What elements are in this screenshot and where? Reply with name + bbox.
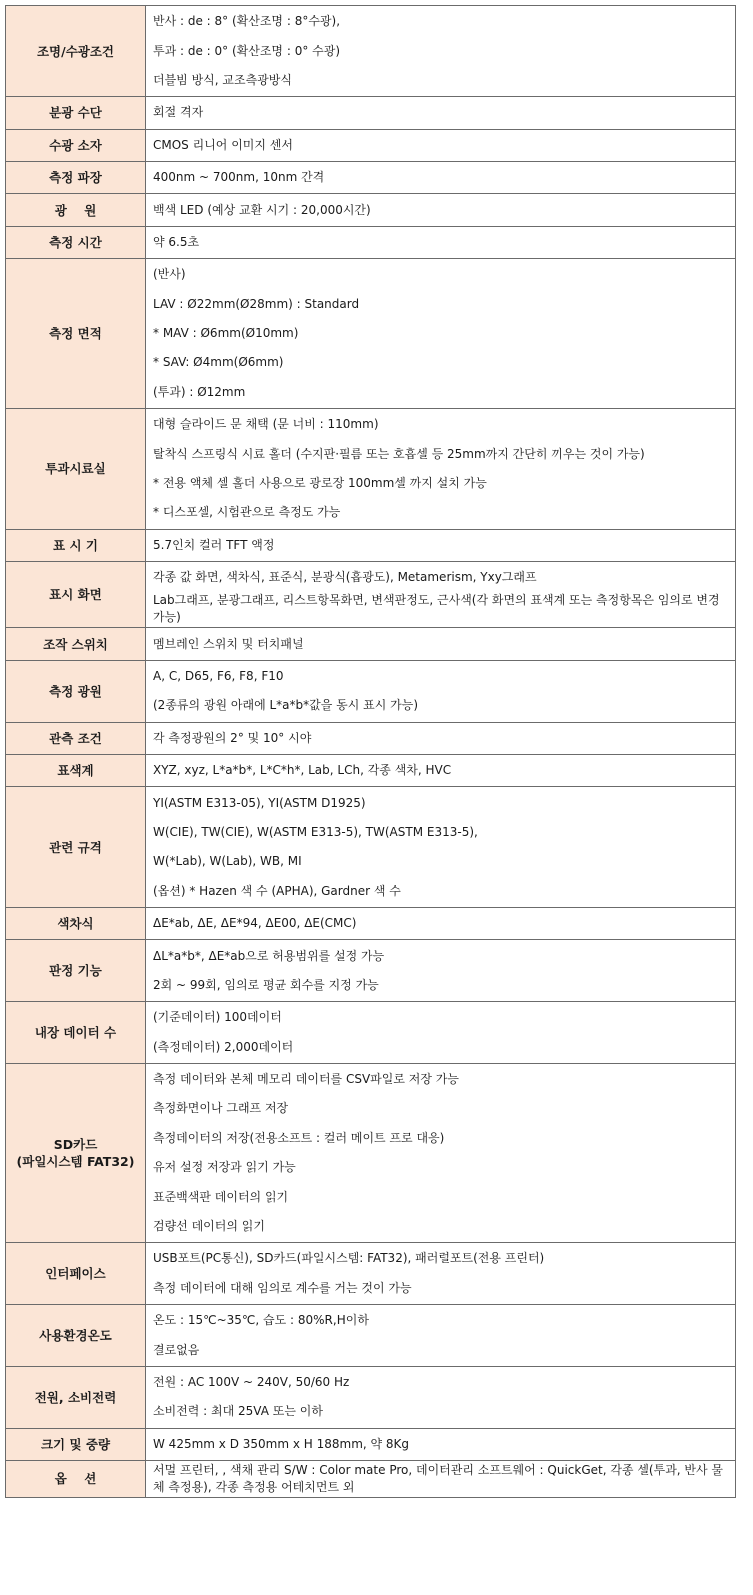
spec-value-line-wrap (153, 195, 729, 224)
spec-label: 투과시료실 (6, 409, 146, 530)
spec-label: SD카드 (파일시스템 FAT32) (6, 1063, 146, 1242)
spec-value-line-wrap (153, 724, 729, 753)
spec-value-line: 약 6.5초 (153, 234, 200, 249)
spec-value-line: 대형 슬라이드 문 채택 (문 너비 : 110mm) (153, 417, 379, 432)
spec-value-line-wrap (153, 847, 729, 876)
spec-value-line-wrap (153, 228, 729, 257)
spec-row (6, 754, 736, 786)
spec-value-line: 서멀 프린터, , 색채 관리 S/W : Color mate Pro, 데이터관리 소프트웨어 : QuickGet, 각종 셀(투과, 반사 물체 측정용), 각종 측정용 어테치먼트 외 (153, 1462, 724, 1494)
spec-value-line-wrap (153, 1462, 729, 1496)
spec-value-line-wrap (153, 348, 729, 377)
spec-label: 관련 규격 (6, 787, 146, 908)
spec-row (6, 529, 736, 561)
spec-value-line-wrap (153, 131, 729, 160)
spec-value-line-wrap (153, 1003, 729, 1032)
spec-value-line: 측정화면이나 그래프 저장 (153, 1101, 289, 1116)
spec-label: 측정 광원 (6, 660, 146, 722)
spec-value-line-wrap (153, 378, 729, 407)
spec-value-line-wrap (153, 563, 729, 592)
spec-value (146, 1002, 736, 1064)
spec-value (146, 226, 736, 258)
spec-label: 크기 및 중량 (6, 1428, 146, 1460)
spec-label: 분광 수단 (6, 97, 146, 129)
spec-value-line-wrap (153, 788, 729, 817)
spec-label: 옵 션 (6, 1460, 146, 1497)
spec-value (146, 1366, 736, 1428)
spec-label: 측정 시간 (6, 226, 146, 258)
spec-label: 광 원 (6, 194, 146, 226)
spec-value-line: 각종 값 화면, 색차식, 표준식, 분광식(흡광도), Metamerism, Yxy그래프 (153, 570, 537, 585)
spec-value-line: 측정데이터의 저장(전용소프트 : 컬러 메이트 프로 대응) (153, 1130, 445, 1145)
spec-row (6, 161, 736, 193)
spec-row (6, 1460, 736, 1497)
spec-value-line: CMOS 리니어 이미지 센서 (153, 137, 293, 152)
spec-value-line-wrap (153, 691, 729, 720)
spec-value-line: 유저 설정 저장과 읽기 가능 (153, 1160, 296, 1175)
spec-value (146, 940, 736, 1002)
spec-value-line: 전원 : AC 100V ~ 240V, 50/60 Hz (153, 1374, 350, 1389)
spec-value-line-wrap (153, 1094, 729, 1123)
spec-value-line: ΔE*ab, ΔE, ΔE*94, ΔE00, ΔE(CMC) (153, 916, 357, 931)
spec-value-line: (기준데이터) 100데이터 (153, 1010, 282, 1025)
spec-value-line: * SAV: Ø4mm(Ø6mm) (153, 355, 284, 370)
spec-value-line: 결로없음 (153, 1342, 200, 1357)
spec-value-line: 백색 LED (예상 교환 시기 : 20,000시간) (153, 202, 371, 217)
spec-label: 전원, 소비전력 (6, 1366, 146, 1428)
spec-value-line-wrap (153, 163, 729, 192)
spec-value (146, 562, 736, 628)
spec-value-line-wrap (153, 1430, 729, 1459)
spec-value-line-wrap (153, 1274, 729, 1303)
spec-value-line: ΔL*a*b*, ΔE*ab으로 허용범위를 설정 가능 (153, 948, 385, 963)
spec-row (6, 6, 736, 97)
spec-value-line: (반사) (153, 267, 186, 282)
spec-value-line: * 디스포셀, 시험관으로 측정도 가능 (153, 505, 341, 520)
spec-value (146, 259, 736, 409)
spec-label: 표 시 기 (6, 529, 146, 561)
spec-value-line-wrap (153, 531, 729, 560)
spec-row (6, 940, 736, 1002)
spec-value-line-wrap (153, 1335, 729, 1364)
spec-value-line: W 425mm x D 350mm x H 188mm, 약 8Kg (153, 1436, 410, 1451)
spec-value (146, 194, 736, 226)
spec-value-line-wrap (153, 1153, 729, 1182)
spec-value-line-wrap (153, 7, 729, 36)
spec-row (6, 97, 736, 129)
spec-value-line: 멤브레인 스위치 및 터치패널 (153, 636, 304, 651)
spec-value-line: (측정데이터) 2,000데이터 (153, 1039, 294, 1054)
spec-value-line-wrap (153, 1124, 729, 1153)
spec-value-line-wrap (153, 319, 729, 348)
spec-value-line: * MAV : Ø6mm(Ø10mm) (153, 326, 299, 341)
spec-value (146, 409, 736, 530)
spec-value-line-wrap (153, 290, 729, 319)
spec-value (146, 628, 736, 660)
spec-row (6, 194, 736, 226)
spec-value-line: 5.7인치 컬러 TFT 액정 (153, 537, 275, 552)
spec-value (146, 1460, 736, 1497)
spec-label: 조작 스위치 (6, 628, 146, 660)
spec-value-line-wrap (153, 439, 729, 468)
spec-value (146, 161, 736, 193)
spec-value-line-wrap (153, 66, 729, 95)
spec-row (6, 226, 736, 258)
spec-value-line-wrap (153, 909, 729, 938)
spec-value-line-wrap (153, 1368, 729, 1397)
spec-value (146, 529, 736, 561)
spec-label: 색차식 (6, 907, 146, 939)
spec-value-line-wrap (153, 1306, 729, 1335)
spec-value-line-wrap (153, 877, 729, 906)
spec-value-line: XYZ, xyz, L*a*b*, L*C*h*, Lab, LCh, 각종 색차, HVC (153, 763, 452, 778)
spec-value-line: USB포트(PC통신), SD카드(파일시스템: FAT32), 패러럴포트(전용 프린터) (153, 1251, 545, 1266)
spec-row (6, 1063, 736, 1242)
spec-value-line-wrap (153, 98, 729, 127)
spec-row (6, 409, 736, 530)
spec-value (146, 907, 736, 939)
spec-row (6, 1428, 736, 1460)
spec-value-line: 측정 데이터에 대해 임의로 계수를 거는 것이 가능 (153, 1280, 412, 1295)
spec-value-line: 투과 : de : 0° (확산조명 : 0° 수광) (153, 43, 341, 58)
spec-value-line-wrap (153, 941, 729, 970)
spec-value-line: 2회 ~ 99회, 임의로 평균 회수를 지정 가능 (153, 977, 379, 992)
spec-value-line: A, C, D65, F6, F8, F10 (153, 669, 284, 683)
spec-value-line: 탈착식 스프링식 시료 홀더 (수지판·필름 또는 호흡셀 등 25mm까지 간단히 끼우는 것이 가능) (153, 446, 645, 461)
spec-value-line: YI(ASTM E313-05), YI(ASTM D1925) (153, 795, 366, 810)
spec-value (146, 1243, 736, 1305)
spec-value-line-wrap (153, 592, 729, 626)
spec-value (146, 787, 736, 908)
spec-value (146, 722, 736, 754)
spec-value (146, 1428, 736, 1460)
spec-row (6, 1243, 736, 1305)
spec-row (6, 787, 736, 908)
spec-value-line-wrap (153, 410, 729, 439)
spec-value-line: LAV : Ø22mm(Ø28mm) : Standard (153, 296, 360, 311)
spec-value-line: W(*Lab), W(Lab), WB, MI (153, 854, 302, 869)
spec-table-body (6, 6, 736, 1498)
spec-value-line-wrap (153, 1033, 729, 1062)
spec-value (146, 129, 736, 161)
spec-value-line-wrap (153, 629, 729, 658)
spec-value-line-wrap (153, 756, 729, 785)
spec-row (6, 722, 736, 754)
spec-label: 사용환경온도 (6, 1305, 146, 1367)
spec-row (6, 1305, 736, 1367)
spec-row (6, 129, 736, 161)
spec-value-line: 회절 격자 (153, 105, 204, 120)
spec-label: 측정 파장 (6, 161, 146, 193)
spec-value-line: 400nm ~ 700nm, 10nm 간격 (153, 170, 325, 185)
spec-value-line-wrap (153, 1182, 729, 1211)
spec-value-line: 소비전력 : 최대 25VA 또는 이하 (153, 1404, 323, 1419)
spec-value-line: 반사 : de : 8° (확산조명 : 8°수광), (153, 14, 341, 29)
spec-value-line: (투과) : Ø12mm (153, 384, 246, 399)
spec-value-line-wrap (153, 498, 729, 527)
spec-value-line-wrap (153, 469, 729, 498)
spec-label: 표시 화면 (6, 562, 146, 628)
spec-value-line-wrap (153, 1065, 729, 1094)
spec-label: 관측 조건 (6, 722, 146, 754)
spec-value-line: 각 측정광원의 2° 및 10° 시야 (153, 730, 312, 745)
spec-row (6, 660, 736, 722)
spec-table (5, 5, 736, 1498)
spec-row (6, 1002, 736, 1064)
spec-value (146, 754, 736, 786)
spec-label: 인터페이스 (6, 1243, 146, 1305)
spec-label: 수광 소자 (6, 129, 146, 161)
spec-value-line: 측정 데이터와 본체 메모리 데이터를 CSV파일로 저장 가능 (153, 1072, 459, 1087)
spec-label: 조명/수광조건 (6, 6, 146, 97)
spec-value (146, 1305, 736, 1367)
spec-row (6, 628, 736, 660)
spec-value-line: 더블빔 방식, 교조측광방식 (153, 72, 292, 87)
spec-value-line-wrap (153, 971, 729, 1000)
spec-value-line: W(CIE), TW(CIE), W(ASTM E313-5), TW(ASTM E313-5), (153, 824, 478, 839)
spec-value-line: * 전용 액체 셀 홀더 사용으로 광로장 100mm셀 까지 설치 가능 (153, 476, 487, 491)
spec-row (6, 259, 736, 409)
spec-label: 판정 기능 (6, 940, 146, 1002)
spec-value-line-wrap (153, 662, 729, 691)
spec-value-line: Lab그래프, 분광그래프, 리스트항목화면, 변색판정도, 근사색(각 화면의 표색계 또는 측정항목은 임의로 변경 가능) (153, 593, 720, 625)
spec-value (146, 1063, 736, 1242)
spec-value-line: 표준백색판 데이터의 읽기 (153, 1189, 289, 1204)
spec-value-line-wrap (153, 36, 729, 65)
spec-value-line-wrap (153, 1397, 729, 1426)
spec-value-line-wrap (153, 1212, 729, 1241)
spec-value-line-wrap (153, 1244, 729, 1273)
spec-row (6, 907, 736, 939)
spec-value-line: (옵션) * Hazen 색 수 (APHA), Gardner 색 수 (153, 883, 401, 898)
spec-label: 측정 면적 (6, 259, 146, 409)
spec-value-line: 검량선 데이터의 읽기 (153, 1219, 265, 1234)
spec-value-line: 온도 : 15℃~35℃, 습도 : 80%R,H이하 (153, 1313, 369, 1328)
spec-row (6, 562, 736, 628)
spec-value-line-wrap (153, 818, 729, 847)
spec-value-line: (2종류의 광원 아래에 L*a*b*값을 동시 표시 가능) (153, 698, 419, 713)
spec-row (6, 1366, 736, 1428)
spec-value-line-wrap (153, 260, 729, 289)
spec-value (146, 660, 736, 722)
spec-label: 표색계 (6, 754, 146, 786)
spec-value (146, 97, 736, 129)
spec-label: 내장 데이터 수 (6, 1002, 146, 1064)
spec-value (146, 6, 736, 97)
